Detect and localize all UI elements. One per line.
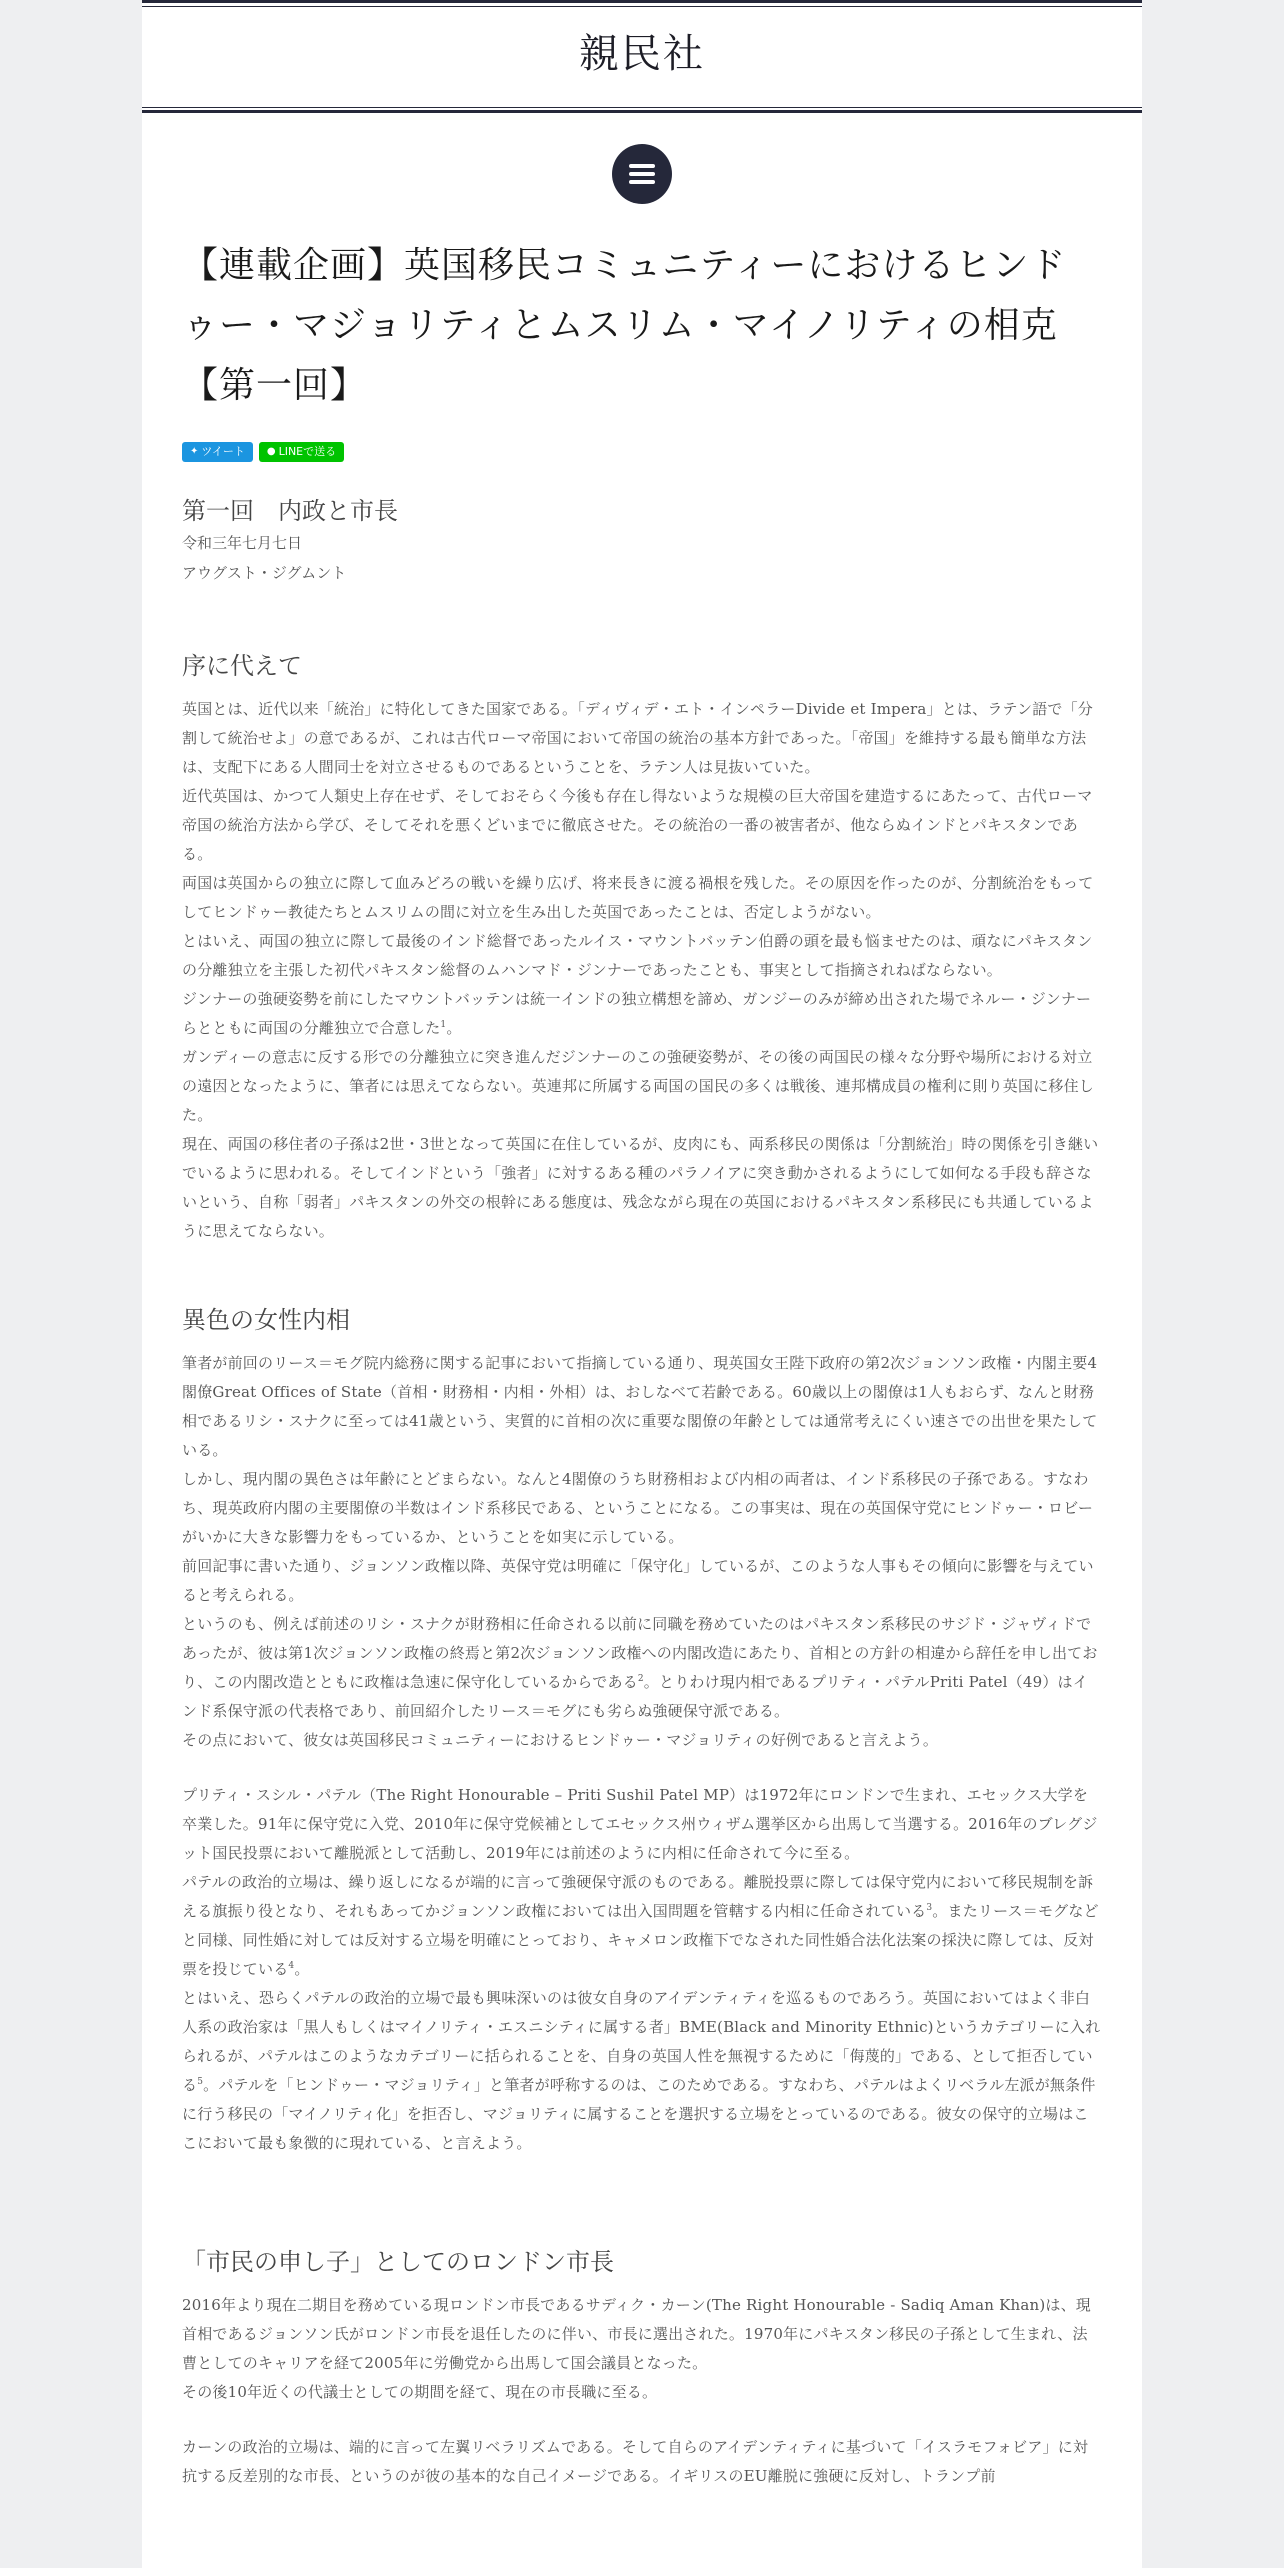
paragraph: 2016年より現在二期目を務めている現ロンドン市長であるサディク・カーン(The Right Honourable - Sadiq Aman Khan)は、現首相であるジョンソン氏がロンドン市長を退任したのに伴い、市長に選出された。1970年にパキスタン移民の子孫として生まれ、法曹としてのキャリアを経て2005年に労働党から出馬して国会議員となった。 (182, 2296, 1091, 2372)
paragraph-text: 。とりわけ現内相であるプリティ・パテルPriti Patel（49）はインド系保守派の代表格であり、前回紹介したリース＝モグにも劣らぬ強硬保守派である。 (182, 1673, 1088, 1720)
tweet-label: ツイート (201, 445, 245, 458)
paragraph-text: 。 (294, 1960, 310, 1978)
paragraph: しかし、現内閣の異色さは年齢にとどまらない。なんと4閣僚のうち財務相および内相の両者は、インド系移民の子孫である。すなわち、現英政府内閣の主要閣僚の半数はインド系移民である、ということになる。この事実は、現在の英国保守党にヒンドゥー・ロビーがいかに大きな影響力をもっているか、ということを如実に示している。 (182, 1470, 1094, 1546)
paragraph: カーンの政治的立場は、端的に言って左翼リベラリズムである。そして自らのアイデンティティに基づいて「イスラモフォビア」に対抗する反差別的な市長、というのが彼の基本的な自己イメージである。イギリスのEU離脱に強硬に反対し、トランプ前 (182, 2438, 1089, 2485)
paragraph-text: 。パテルを「ヒンドゥー・マジョリティ」と筆者が呼称するのは、このためである。すなわち、パテルはよくリベラル左派が無条件に行う移民の「マイノリティ化」を拒否し、マジョリティに属することを選択する立場をとっているのである。彼女の保守的立場はここにおいて最も象徴的に現れている、と言えよう。 (182, 2076, 1096, 2152)
section-heading: 「市民の申し子」としてのロンドン市長 (182, 2248, 614, 2276)
spacer (182, 1755, 1102, 1781)
paragraph (182, 985, 1102, 1043)
page (142, 0, 1142, 2568)
paragraph: 前回記事に書いた通り、ジョンソン政権以降、英保守党は明確に「保守化」しているが、このような人事もその傾向に影響を与えていると考えられる。 (182, 1557, 1094, 1604)
tweet-button[interactable] (182, 442, 253, 462)
paragraph (182, 1610, 1102, 1726)
site-title[interactable]: 親民社 (579, 31, 705, 77)
footnote-ref[interactable]: 2 (637, 1674, 644, 1684)
paragraph (182, 1984, 1102, 2158)
section-heading: 序に代えて (182, 652, 302, 680)
paragraph-text: ジンナーの強硬姿勢を前にしたマウントバッテンは統一インドの独立構想を諦め、ガンジーのみが締め出された場でネルー・ジンナーらとともに両国の分離独立で合意した (182, 990, 1092, 1037)
line-share-button[interactable] (259, 442, 344, 462)
header-bottom-rule (142, 110, 1142, 113)
article-title: 【連載企画】英国移民コミュニティーにおけるヒンドゥー・マジョリティとムスリム・マイノリティの相克【第一回】 (182, 245, 1067, 406)
line-label: LINEで送る (278, 445, 337, 458)
footnote-ref[interactable]: 5 (197, 2077, 204, 2087)
paragraph-text: 。 (446, 1019, 462, 1037)
twitter-icon: ✦ (190, 446, 199, 457)
paragraph: ガンディーの意志に反する形での分離独立に突き進んだジンナーのこの強硬姿勢が、その後の両国民の様々な分野や場所における対立の遠因となったように、筆者には思えてならない。英連邦に所属する両国の国民の多くは戦後、連邦構成員の権利に則り英国に移住した。 (182, 1048, 1095, 1124)
paragraph-text: とはいえ、恐らくパテルの政治的立場で最も興味深いのは彼女自身のアイデンティティを巡るものであろう。英国においてはよく非白人系の政治家は「黒人もしくはマイノリティ・エスニシティに属する者」BME(Black and Minority Ethnic)というカテゴリーに入れられるが、パテルはこのようなカテゴリーに括られることを、自身の英国人性を無視するために「侮蔑的」である、として拒否している (182, 1989, 1101, 2094)
article-author: アウグスト・ジグムント (182, 564, 347, 582)
paragraph: その後10年近くの代議士としての期間を経て、現在の市長職に至る。 (182, 2383, 658, 2401)
footnote-ref[interactable]: 4 (288, 1961, 295, 1971)
spacer (182, 2407, 1102, 2433)
paragraph: 英国とは、近代以来「統治」に特化してきた国家である。「ディヴィデ・エト・インペラーDivide et Impera」とは、ラテン語で「分割して統治せよ」の意であるが、これは古代ローマ帝国において帝国の統治の基本方針であった。「帝国」を維持する最も簡単な方法は、支配下にある人間同士を対立させるものであるということを、ラテン人は見抜いていた。 (182, 700, 1094, 776)
paragraph-text: というのも、例えば前述のリシ・スナクが財務相に任命される以前に同職を務めていたのはパキスタン系移民のサジド・ジャヴィドであったが、彼は第1次ジョンソン政権の終焉と第2次ジョンソン政権への内閣改造にあたり、首相との方針の相違から辞任を申し出ており、この内閣改造とともに政権は急速に保守化しているからである (182, 1615, 1098, 1691)
header-top-rule (142, 0, 1142, 3)
section-heading: 異色の女性内相 (182, 1306, 350, 1334)
footnote-ref[interactable]: 3 (926, 1903, 933, 1913)
footnote-ref[interactable]: 1 (440, 1020, 447, 1030)
paragraph: 両国は英国からの独立に際して血みどろの戦いを繰り広げ、将来長きに渡る禍根を残した。その原因を作ったのが、分割統治をもってしてヒンドゥー教徒たちとムスリムの間に対立を生み出した英国であったことは、否定しようがない。 (182, 874, 1094, 921)
paragraph: 現在、両国の移住者の子孫は2世・3世となって英国に在住しているが、皮肉にも、両系移民の関係は「分割統治」時の関係を引き継いでいるように思われる。そしてインドという「強者」に対するある種のパラノイアに突き動かされるようにして如何なる手段も辞さないという、自称「弱者」パキスタンの外交の根幹にある態度は、残念ながら現在の英国におけるパキスタン系移民にも共通しているように思えてならない。 (182, 1135, 1099, 1240)
paragraph: その点において、彼女は英国移民コミュニティーにおけるヒンドゥー・マジョリティの好例であると言えよう。 (182, 1731, 939, 1749)
paragraph-text: パテルの政治的立場は、繰り返しになるが端的に言って強硬保守派のものである。離脱投票に際しては保守党内において移民規制を訴える旗振り役となり、それもあってかジョンソン政権においては出入国問題を管轄する内相に任命されている (182, 1873, 1094, 1920)
header-bottom-rule-thin (142, 107, 1142, 108)
article-date: 令和三年七月七日 (182, 534, 303, 552)
paragraph: とはいえ、両国の独立に際して最後のインド総督であったルイス・マウントバッテン伯爵の頭を最も悩ませたのは、頑なにパキスタンの分離独立を主張した初代パキスタン総督のムハンマド・ジンナーであったことも、事実として指摘されねばならない。 (182, 932, 1093, 979)
line-icon: ● (266, 446, 276, 457)
header-top-rule-thin (142, 6, 1142, 7)
article-subtitle: 第一回 内政と市長 (182, 497, 398, 525)
share-buttons (182, 442, 1102, 464)
paragraph-text: 。またリース＝モグなどと同様、同性婚に対しては反対する立場を明確にとっており、キャメロン政権下でなされた同性婚合法化法案の採決に際しては、反対票を投じている (182, 1902, 1099, 1978)
paragraph: 筆者が前回のリース＝モグ院内総務に関する記事において指摘している通り、現英国女王陛下政府の第2次ジョンソン政権・内閣主要4閣僚Great Offices of State（首相・財務相・内相・外相）は、おしなべて若齢である。60歳以上の閣僚は1人もおらず、なんと財務相であるリシ・スナクに至っては41歳という、実質的に首相の次に重要な閣僚の年齢としては通常考えにくい速さでの出世を果たしている。 (182, 1354, 1098, 1459)
paragraph: 近代英国は、かつて人類史上存在せず、そしておそらく今後も存在し得ないような規模の巨大帝国を建造するにあたって、古代ローマ帝国の統治方法から学び、そしてそれを悪くどいまでに徹底させた。その統治の一番の被害者が、他ならぬインドとパキスタンである。 (182, 787, 1093, 863)
paragraph: プリティ・スシル・パテル（The Right Honourable – Priti Sushil Patel MP）は1972年にロンドンで生まれ、エセックス大学を卒業した。91年に保守党に入党、2010年に保守党候補としてエセックス州ウィザム選挙区から出馬して当選する。2016年のブレグジット国民投票において離脱派として活動し、2019年には前述のように内相に任命されて今に至る。 (182, 1786, 1098, 1862)
paragraph (182, 1868, 1102, 1984)
menu-button[interactable] (612, 144, 672, 204)
article (182, 236, 1102, 2491)
